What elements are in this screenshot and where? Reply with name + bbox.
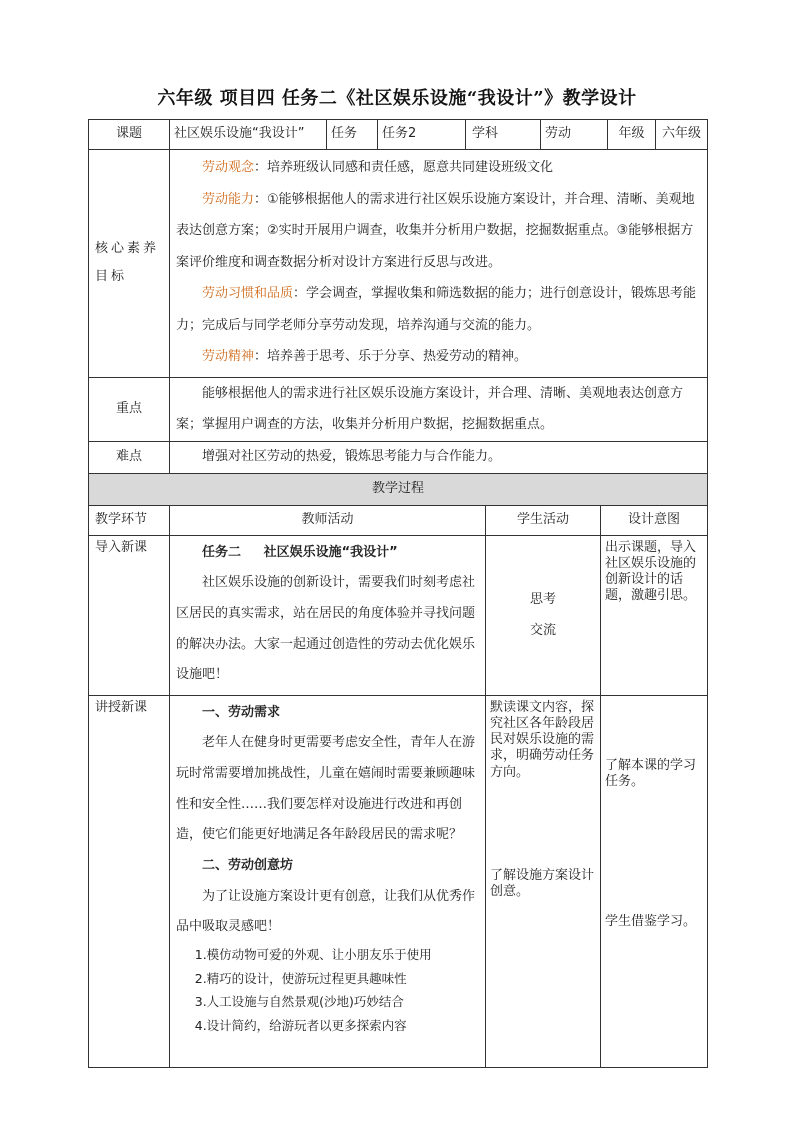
- topic-label: 课题: [89, 120, 170, 150]
- teaching-list-item: 4.设计简约，给游玩者以更多探索内容: [194, 1017, 407, 1033]
- key-points-label: 重点: [89, 377, 170, 441]
- core-item-ability: [176, 184, 701, 279]
- task-value: 任务2: [378, 120, 466, 150]
- intent-teaching-b: 学生借鉴学习。: [605, 914, 697, 929]
- col-stage: 教学环节: [89, 505, 170, 535]
- core-item-concept: [176, 152, 701, 184]
- subject-label: 学科: [466, 120, 541, 150]
- teaching-heading-1: 一、劳动需求: [202, 704, 281, 720]
- col-intent: 设计意图: [601, 505, 708, 535]
- task-label: 任务: [327, 120, 378, 150]
- col-teacher: 教师活动: [170, 505, 486, 535]
- teacher-intro: [170, 535, 486, 695]
- student-teaching-b: 了解设施方案设计创意。: [490, 867, 595, 899]
- lesson-plan-table: [88, 119, 708, 1068]
- student-teaching: [486, 695, 601, 1067]
- topic-value: 社区娱乐设施“我设计”: [170, 120, 327, 150]
- teacher-teaching: [170, 695, 486, 1067]
- row-intro: [89, 535, 708, 695]
- teaching-paragraph-2: 为了让设施方案设计更有创意，让我们从优秀作品中吸取灵感吧！: [176, 888, 476, 935]
- key-points-text: 能够根据他人的需求进行社区娱乐设施方案设计，并合理、清晰、美观地表达创意方案；掌握用户调查的方法，收集并分析用户数据，挖掘数据重点。: [176, 385, 684, 432]
- teaching-list-item: 1.模仿动物可爱的外观、让小朋友乐于使用: [194, 947, 432, 963]
- teaching-paragraph-1: 老年人在健身时更需要考虑安全性，青年人在游玩时常需要增加挑战性，儿童在嬉闹时需要兼顾趣味性和安全性……我们要怎样对设施进行改进和再创造，使它们能更好地满足各年龄段居民的需求呢？: [176, 735, 476, 843]
- process-header: 教学过程: [89, 473, 708, 505]
- stage-teaching: 讲授新课: [89, 695, 170, 1067]
- teaching-list-item: 3.人工设施与自然景观(沙地)巧妙结合: [194, 994, 404, 1010]
- core-text: ：①能够根据他人的需求进行社区娱乐设施方案设计，并合理、清晰、美观地表达创意方案；②实时开展用户调查，收集并分析用户数据，挖掘数据重点。③能够根据方案评价维度和调查数据分析对设计方案进行反思与改进。: [176, 191, 695, 270]
- core-key: 劳动能力: [202, 191, 255, 207]
- core-text: ：培养善于思考、乐于分享、热爱劳动的精神。: [254, 349, 528, 364]
- student-intro: [486, 535, 601, 695]
- core-label-text: 核心素养目标: [95, 241, 160, 285]
- subject-value: 劳动: [541, 120, 608, 150]
- difficulty-text: 增强对社区劳动的热爱，锻炼思考能力与合作能力。: [202, 449, 502, 464]
- difficulty-label: 难点: [89, 441, 170, 473]
- intro-paragraph: 社区娱乐设施的创新设计，需要我们时刻考虑社区居民的真实需求，站在居民的角度体验并寻找问题的解决办法。大家一起通过创造性的劳动去优化娱乐设施吧！: [176, 575, 476, 683]
- key-points-content: [170, 377, 708, 441]
- core-key: 劳动习惯和品质: [202, 286, 294, 301]
- core-text: ：培养班级认同感和责任感，愿意共同建设班级文化: [254, 160, 554, 175]
- teaching-list-item: 2.精巧的设计，使游玩过程更具趣味性: [194, 970, 407, 986]
- student-intro-discuss: 交流: [530, 623, 557, 638]
- student-intro-think: 思考: [530, 592, 557, 607]
- stage-intro: 导入新课: [89, 535, 170, 695]
- intro-heading: 任务二 社区娱乐设施“我设计”: [202, 544, 398, 560]
- difficulty-row: [89, 441, 708, 473]
- col-student: 学生活动: [486, 505, 601, 535]
- document-title: 六年级 项目四 任务二《社区娱乐设施“我设计”》教学设计: [157, 88, 637, 109]
- core-key: 劳动观念: [202, 160, 255, 175]
- grade-value: 六年级: [656, 120, 708, 150]
- intent-teaching: [601, 695, 708, 1067]
- core-content: [170, 150, 708, 378]
- key-points-row: [89, 377, 708, 441]
- process-header-row: [89, 473, 708, 505]
- core-text: ：学会调查，掌握收集和筛选数据的能力；进行创意设计，锻炼思考能力；完成后与同学老师分享劳动发现，培养沟通与交流的能力。: [176, 286, 697, 333]
- student-teaching-a: 默读课文内容，探究社区各年龄段居民对娱乐设施的需求，明确劳动任务方向。: [490, 699, 595, 780]
- core-item-spirit: [176, 341, 701, 373]
- core-row: [89, 150, 708, 378]
- row-teaching: [89, 695, 708, 1067]
- column-header-row: [89, 505, 708, 535]
- difficulty-content: [170, 441, 708, 473]
- teaching-heading-2: 二、劳动创意坊: [202, 858, 294, 874]
- core-label: [89, 150, 170, 378]
- core-key: 劳动精神: [202, 349, 255, 364]
- intent-intro: 出示课题，导入社区娱乐设施的创新设计的话题，激趣引思。: [601, 535, 708, 695]
- intent-teaching-a: 了解本课的学习任务。: [605, 757, 697, 789]
- info-row: [89, 120, 708, 150]
- grade-label: 年级: [608, 120, 656, 150]
- core-item-habit: [176, 278, 701, 341]
